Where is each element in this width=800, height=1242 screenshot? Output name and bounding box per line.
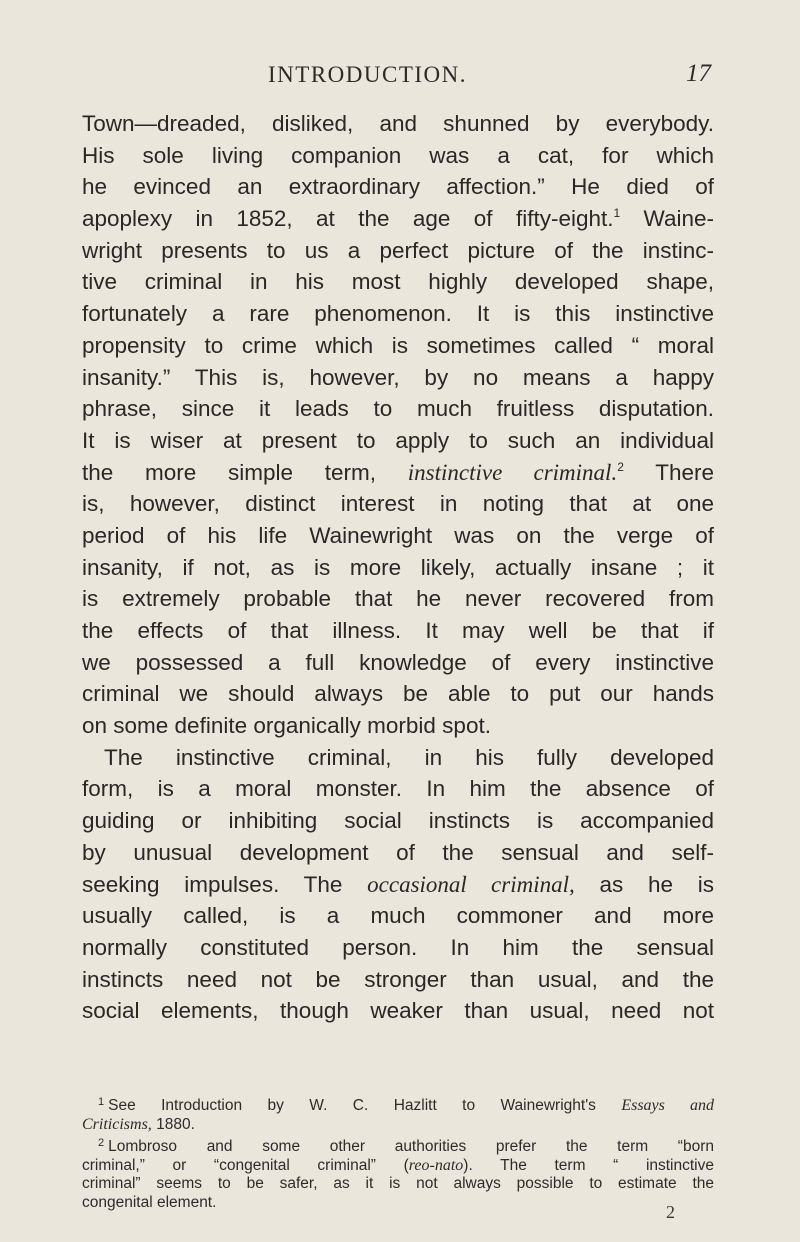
footnote-1-cont xyxy=(82,1116,714,1135)
body-line xyxy=(82,457,714,489)
body-line: he evinced an extraordinary affection.” He died of xyxy=(82,174,714,200)
body-line-text: as he is xyxy=(574,871,715,897)
footnote-marker: 2 xyxy=(98,1137,105,1149)
footnote-italic: Essays and xyxy=(621,1097,714,1114)
running-title: INTRODUCTION. xyxy=(268,62,468,87)
body-line: It is wiser at present to apply to such an individual xyxy=(82,427,714,453)
body-line: on some definite organically morbid spot. xyxy=(82,713,491,739)
body-line-text: Waine- xyxy=(620,206,714,232)
italic-term: instinctive criminal. xyxy=(407,459,618,485)
footnote-text: criminal,” or “congenital criminal” ( xyxy=(82,1156,409,1174)
signature-mark: 2 xyxy=(666,1202,675,1222)
body-line: His sole living companion was a cat, for which xyxy=(82,142,714,168)
body-line: the effects of that illness. It may well be that if xyxy=(82,618,714,643)
footnote-marker: 1 xyxy=(98,1096,105,1108)
running-head xyxy=(0,62,800,92)
footnote-1 xyxy=(82,1093,714,1116)
body-line: is extremely probable that he never recovered from xyxy=(82,586,714,612)
footnote-2-cont: congenital element. xyxy=(82,1193,217,1211)
body-line: social elements, though weaker than usual, need not xyxy=(82,998,714,1024)
footnote-2-cont: criminal” seems to be safer, as it is not always possible to estimate the xyxy=(82,1175,714,1192)
body-line: criminal we should always be able to put our hands xyxy=(82,681,714,707)
body-line: we possessed a full knowledge of every instinctive xyxy=(82,649,714,675)
body-line-text: There xyxy=(623,459,714,485)
footnote-text: 1880. xyxy=(151,1115,195,1133)
footnote-text: Lombroso and some other authorities prefer the term “born xyxy=(108,1138,714,1155)
footnote-2 xyxy=(82,1134,714,1157)
body-line: guiding or inhibiting social instincts is accompanied xyxy=(82,808,714,834)
body-line: tive criminal in his most highly developed shape, xyxy=(82,269,714,295)
footnote-italic: reo-nato xyxy=(408,1156,464,1174)
body-line: The instinctive criminal, in his fully developed xyxy=(104,744,714,770)
footnote-text: ). The term “ instinctive xyxy=(463,1156,714,1174)
footnote-ref: 2 xyxy=(617,459,624,474)
body-line: is, however, distinct interest in noting that at one xyxy=(82,491,714,517)
italic-term: occasional criminal, xyxy=(367,871,575,897)
body-text xyxy=(82,108,714,1027)
body-line: form, is a moral monster. In him the absence of xyxy=(82,776,714,802)
body-line xyxy=(82,203,714,235)
body-line xyxy=(82,869,714,901)
body-line: fortunately a rare phenomenon. It is this instinctive xyxy=(82,301,714,327)
body-line-text: seeking impulses. The xyxy=(82,871,368,897)
footnote-text: See Introduction by W. C. Hazlitt to Wainewright's xyxy=(108,1097,622,1114)
body-line: phrase, since it leads to much fruitless disputation. xyxy=(82,396,714,422)
footnotes xyxy=(82,1093,714,1212)
body-line: propensity to crime which is sometimes called “ moral xyxy=(82,332,714,358)
body-line: Town—dreaded, disliked, and shunned by everybody. xyxy=(82,111,714,136)
body-line: wright presents to us a perfect picture of the instinc- xyxy=(82,237,714,263)
body-line-text: apoplexy in 1852, at the age of fifty-eight. xyxy=(82,206,614,232)
body-line: insanity, if not, as is more likely, actually insane ; it xyxy=(82,554,714,580)
body-line: by unusual development of the sensual and self- xyxy=(82,839,714,865)
body-line: instincts need not be stronger than usual, and the xyxy=(82,966,714,992)
body-line-text: the more simple term, xyxy=(82,459,408,485)
body-line: usually called, is a much commoner and more xyxy=(82,903,714,929)
footnote-ref: 1 xyxy=(613,206,621,221)
body-line: insanity.” This is, however, by no means a happy xyxy=(82,364,714,390)
footnote-italic: Criticisms, xyxy=(82,1115,152,1133)
footnote-2-cont xyxy=(82,1157,714,1176)
body-line: period of his life Wainewright was on the verge of xyxy=(82,522,714,548)
page-number: 17 xyxy=(686,60,711,87)
body-line: normally constituted person. In him the sensual xyxy=(82,934,714,960)
